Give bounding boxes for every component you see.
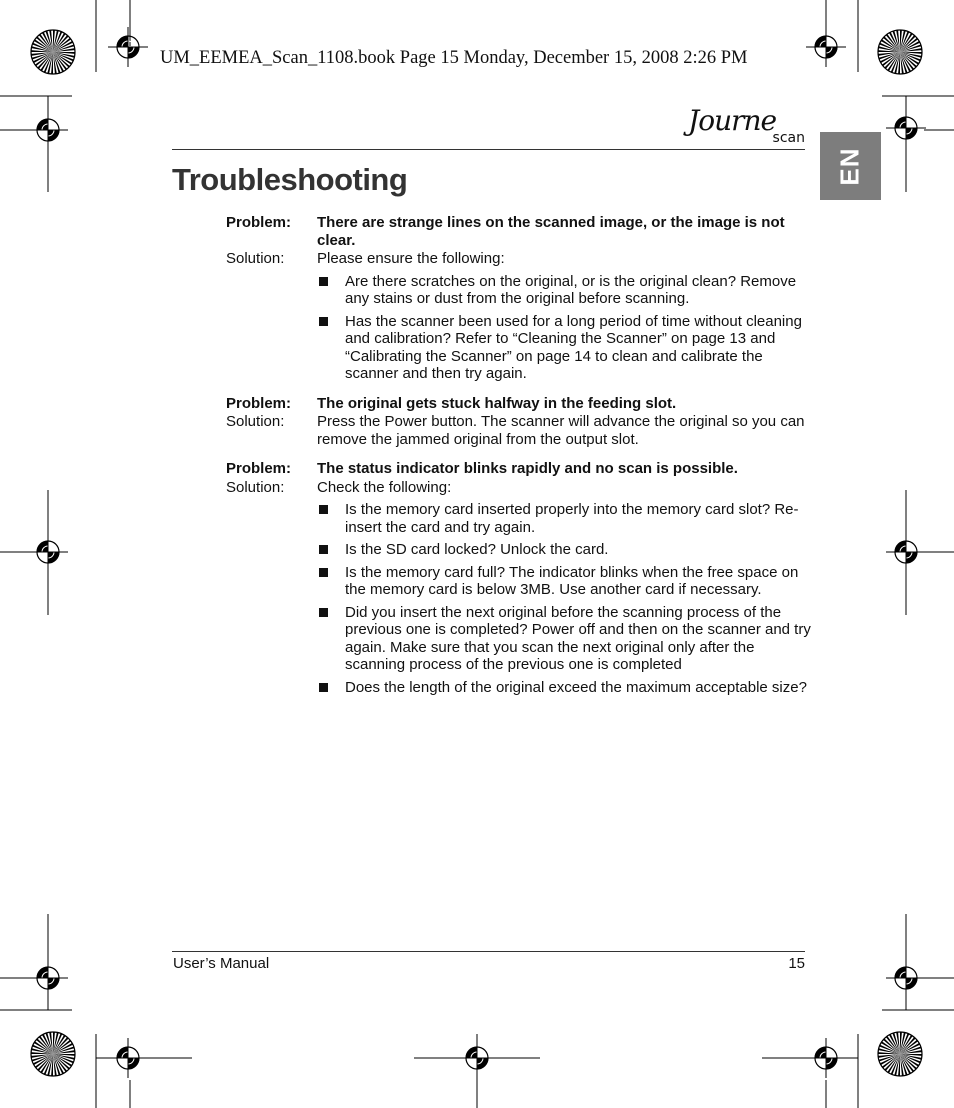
registration-target-icon [886,958,926,998]
bullet-text: Are there scratches on the original, or is the original clean? Remove any stains or dust from the original before scanning. [345,272,797,307]
solution-text: Please ensure the following: [317,250,505,267]
starburst-mark-icon [31,30,75,74]
bullet-text: Does the length of the original exceed the maximum acceptable size? [345,678,807,696]
problem-label: Problem: [226,394,292,412]
page-number: 15 [788,955,805,972]
solution-text: Press the Power button. The scanner will advance the original so you can remove the jammed original from the output slot. [317,413,805,448]
bullet-text: Has the scanner been used for a long period of time without cleaning and calibration? Refer to “Cleaning the Scanner” on page 13 and “Calibrating the Scanner” on page 14 to clean and calibrate the scanner and then try again. [345,312,802,382]
problem-text: The original gets stuck halfway in the feeding slot. [317,394,677,412]
page-title: Troubleshooting [172,162,408,197]
footer-manual-label: User’s Manual [173,955,270,972]
bullet-text: Did you insert the next original before the scanning process of the previous one is completed? Power off and then on the scanner and try again. Make sure that you scan the next original only after the scanning process of the previous one is completed [345,603,811,673]
registration-target-icon [886,532,926,572]
registration-target-icon [457,1038,497,1078]
language-tab-label: EN [835,146,865,186]
starburst-mark-icon [878,1032,922,1076]
registration-target-icon [108,27,148,67]
solution-label: Solution: [226,413,285,430]
bullet-text: Is the memory card inserted properly into the memory card slot? Re-insert the card and try again. [345,501,799,536]
registration-target-icon [886,108,926,148]
bullet-text: Is the SD card locked? Unlock the card. [345,541,609,558]
solution-label: Solution: [226,250,285,267]
problem-text: The status indicator blinks rapidly and no scan is possible. [317,460,738,477]
solution-label: Solution: [226,478,285,496]
problem-label: Problem: [226,460,292,477]
registration-target-icon [806,1038,846,1078]
logo-sub: scan [772,130,805,146]
registration-target-icon [806,27,846,67]
registration-target-icon [28,532,68,572]
logo-script: Journe [688,104,777,137]
registration-target-icon [28,110,68,150]
problem-label: Problem: [226,214,292,231]
solution-text: Check the following: [317,478,452,496]
problem-text: There are strange lines on the scanned image, or the image is not clear. [317,214,785,249]
bullet-text: Is the memory card full? The indicator blinks when the free space on the memory card is below 3MB. Use another card if necessary. [345,563,799,598]
starburst-mark-icon [31,1032,75,1076]
print-header: UM_EEMEA_Scan_1108.book Page 15 Monday, December 15, 2008 2:26 PM [160,48,748,68]
registration-target-icon [28,958,68,998]
starburst-mark-icon [878,30,922,74]
registration-target-icon [108,1038,148,1078]
